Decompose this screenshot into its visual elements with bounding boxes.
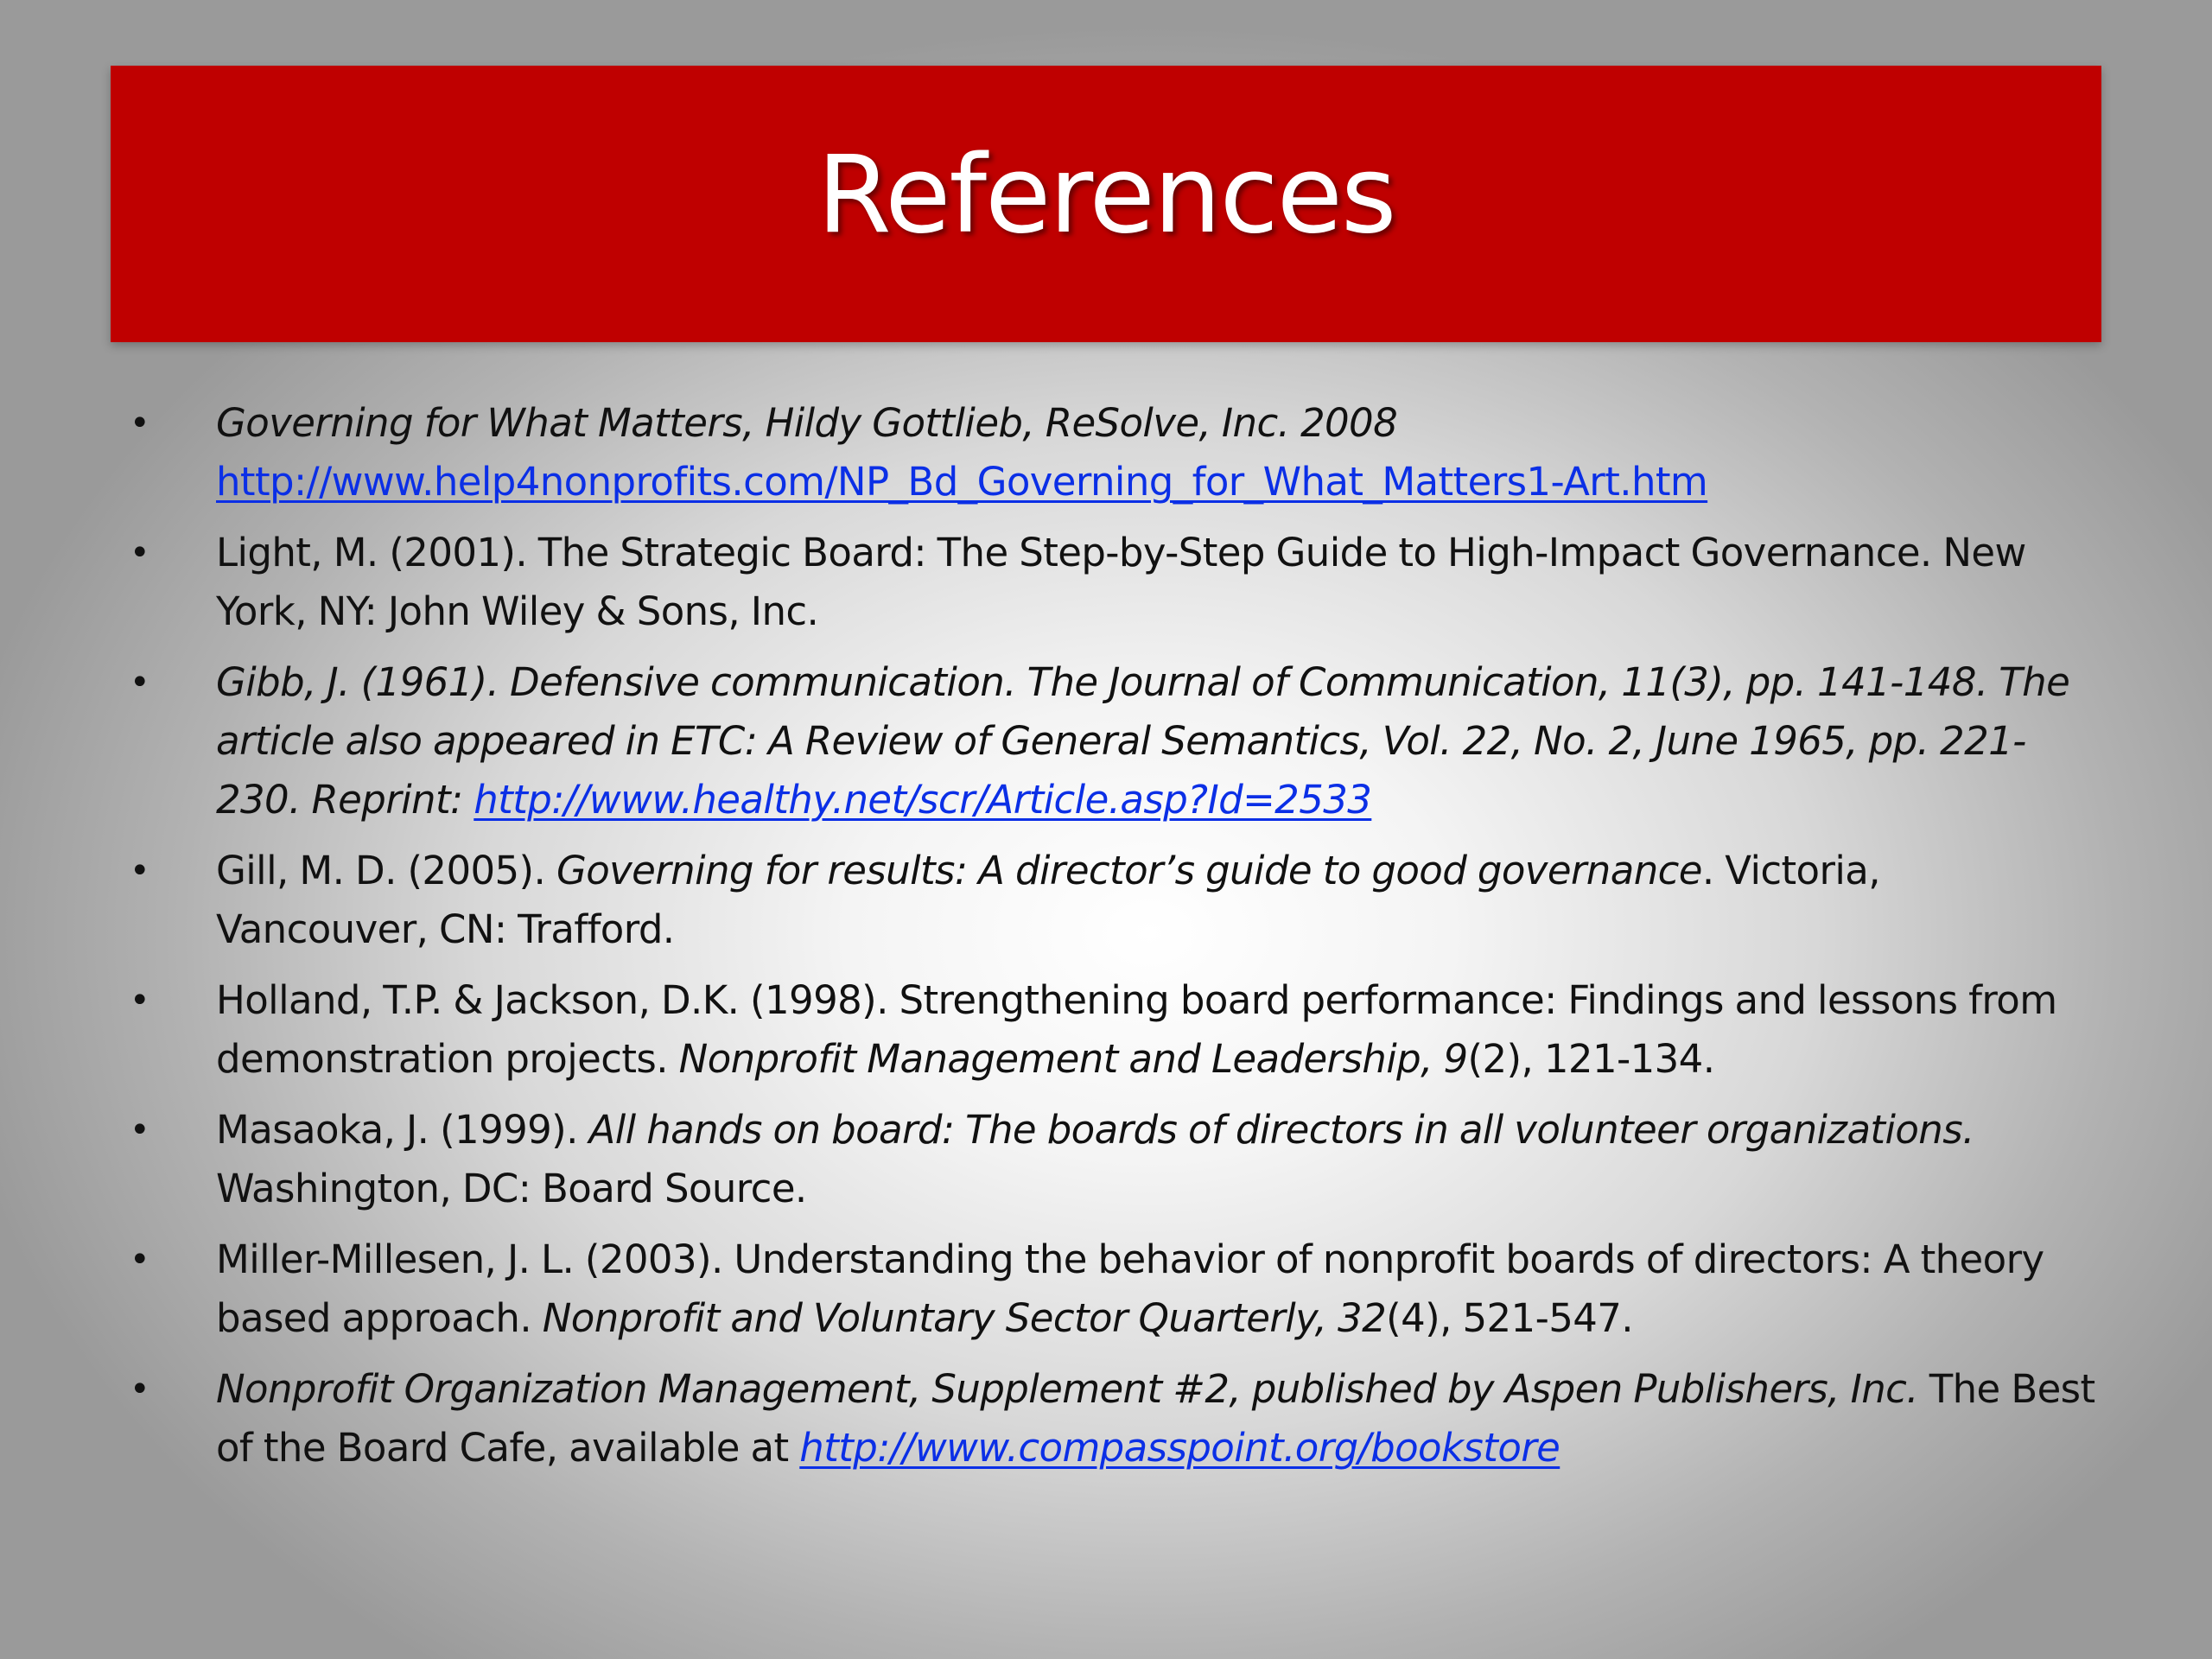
slide-title: References [817,133,1395,257]
bullet-icon: • [130,1370,149,1409]
reference-journal: Nonprofit Management and Leadership, 9 [678,1036,1468,1082]
reference-text: Masaoka, J. (1999). [216,1107,589,1153]
reference-item-light [130,524,2100,641]
reference-item-holland [130,971,2100,1089]
reference-text: The Best of the Board Cafe, available at [216,1366,2095,1471]
reference-title: Nonprofit Organization Management, Supplement #2, published by Aspen Publishers, Inc. [216,1366,1919,1412]
reference-item-aspen [130,1360,2100,1478]
reference-item-miller-millesen [130,1230,2100,1348]
reference-link-help4nonprofits[interactable]: http://www.help4nonprofits.com/NP_Bd_Governing_for_What_Matters1-Art.htm [216,459,1708,505]
reference-text: Governing for What Matters, Hildy Gottlieb, ReSolve, Inc. 2008 [216,400,1398,446]
title-banner [111,66,2101,342]
bullet-icon: • [130,663,149,702]
reference-text: Washington, DC: Board Source. [216,1166,807,1211]
reference-title: All hands on board: The boards of directors in all volunteer organizations. [588,1107,1974,1153]
reference-text: Miller-Millesen, J. L. (2003). Understanding the behavior of nonprofit boards of directors: A theory based approach. [216,1236,2044,1341]
reference-item-gill [130,842,2100,959]
reference-text: (4), 521-547. [1386,1295,1634,1341]
bullet-icon: • [130,404,149,443]
reference-text: Holland, T.P. & Jackson, D.K. (1998). Strengthening board performance: Findings and lessons from demonstration projects. [216,977,2057,1082]
reference-title: Governing for results: A director’s guide to good governance [556,848,1702,893]
reference-text: (2), 121-134. [1467,1036,1715,1082]
reference-item-gottlieb [130,394,2100,512]
bullet-icon: • [130,533,149,573]
reference-text: Gibb, J. (1961). Defensive communication. The Journal of Communication, 11(3), pp. 141-148. The article also appeared in ETC: A Review of General Semantics, Vol. 22, No. 2, June 1965, pp. 221-230. Reprint: [216,659,2070,823]
reference-text: Gill, M. D. (2005). [216,848,556,893]
reference-text: . Victoria, Vancouver, CN: Trafford. [216,848,1880,952]
reference-item-masaoka [130,1101,2100,1218]
references-list [130,394,2100,1490]
reference-journal: Nonprofit and Voluntary Sector Quarterly, 32 [542,1295,1387,1341]
bullet-icon: • [130,1240,149,1280]
bullet-icon: • [130,851,149,891]
bullet-icon: • [130,981,149,1020]
reference-link-healthy-net[interactable]: http://www.healthy.net/scr/Article.asp?Id=2533 [474,777,1372,823]
reference-link-compasspoint[interactable]: http://www.compasspoint.org/bookstore [799,1425,1560,1471]
reference-text: Light, M. (2001). The Strategic Board: The Step-by-Step Guide to High-Impact Governance. New York, NY: John Wiley & Sons, Inc. [216,530,2026,634]
bullet-icon: • [130,1110,149,1150]
reference-item-gibb [130,653,2100,830]
